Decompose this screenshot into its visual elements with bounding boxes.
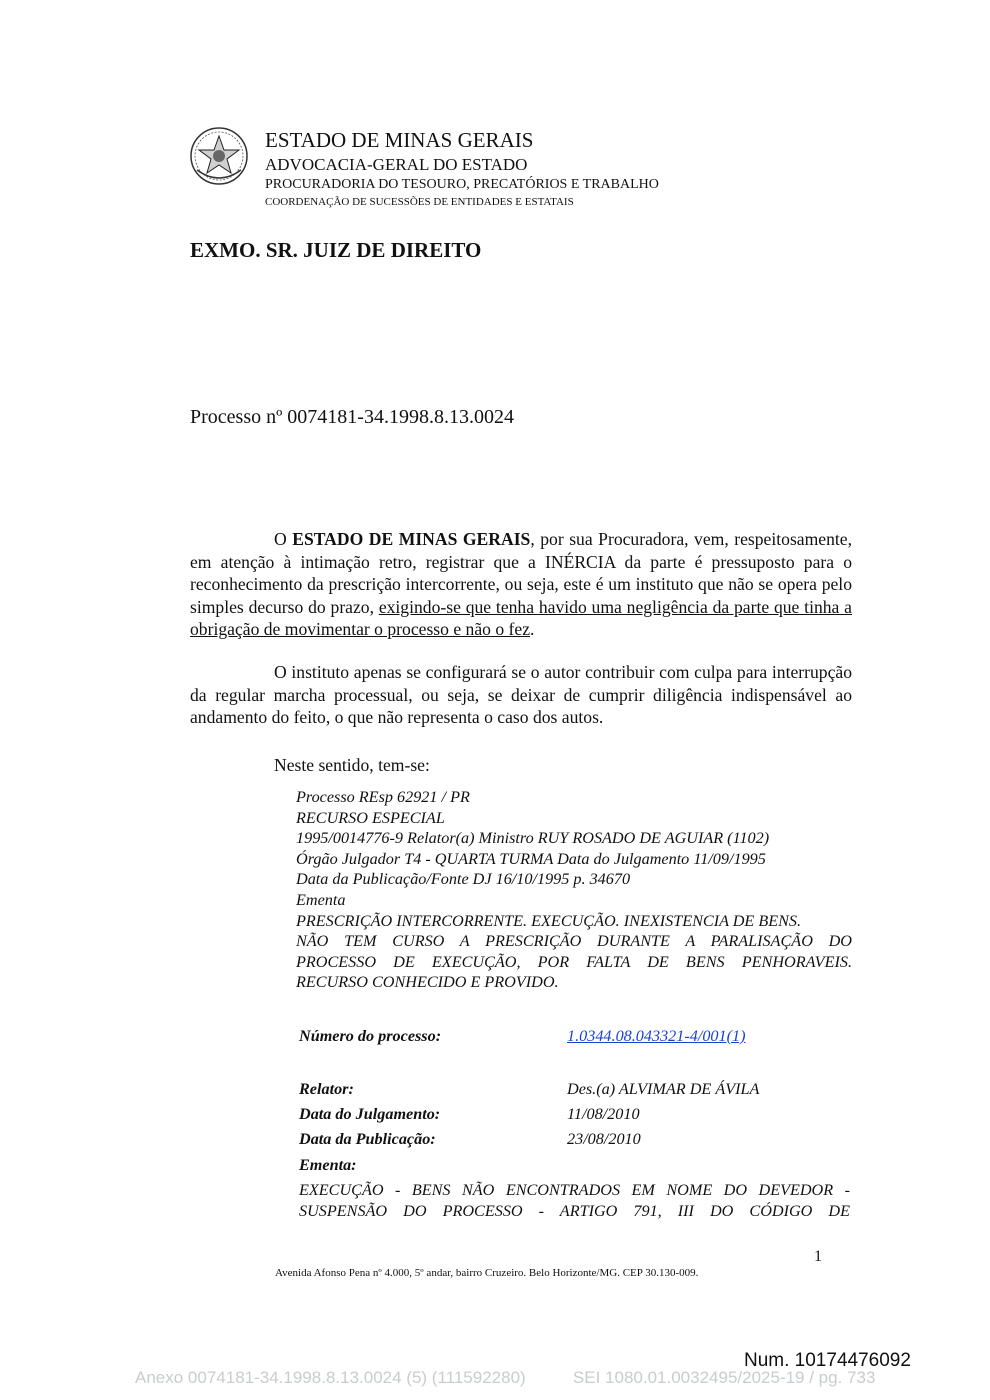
ementa-text bbox=[299, 1180, 850, 1222]
quote-line: PRESCRIÇÃO INTERCORRENTE. EXECUÇÃO. INEXISTENCIA DE BENS. bbox=[296, 911, 802, 930]
header-coordination: COORDENAÇÃO DE SUCESSÕES DE ENTIDADES E ESTATAIS bbox=[265, 196, 574, 208]
p1-underlined: exigindo-se que tenha havido uma negligência da parte que tinha a obrigação de movimentar o processo e não o fez bbox=[190, 596, 852, 639]
case-number-label: Número do processo: bbox=[299, 1027, 442, 1045]
ementa-line: EXECUÇÃO - BENS NÃO ENCONTRADOS EM NOME DO DEVEDOR - bbox=[299, 1181, 850, 1199]
document-stamp: Num. 10174476092 bbox=[744, 1350, 911, 1371]
p1-mid: , por sua Procuradora, vem, respeitosamente, em atenção à intimação retro, registrar que a INÉRCIA da parte é pressuposto para o reconhecimento da prescrição intercorrente, ou seja, este é um instituto que não se opera pelo simples decurso do prazo, bbox=[190, 529, 852, 617]
case-number-link[interactable]: 1.0344.08.043321-4/001(1) bbox=[567, 1027, 746, 1045]
annex-watermark: Anexo 0074181-34.1998.8.13.0024 (5) (111592280) SEI 1080.01.0032495/2025-19 / pg. 733 bbox=[135, 1368, 876, 1387]
process-number: Processo nº 0074181-34.1998.8.13.0024 bbox=[190, 406, 514, 428]
p2-text: O instituto apenas se configurará se o autor contribuir com culpa para interrupção da regular marcha processual, ou seja, se deixar de cumprir diligência indispensável ao andamento do feito, o que não representa o caso dos autos. bbox=[190, 662, 852, 727]
header-department: PROCURADORIA DO TESOURO, PRECATÓRIOS E TRABALHO bbox=[265, 177, 659, 192]
transition-line: Neste sentido, tem-se: bbox=[274, 755, 430, 775]
quote-line: NÃO TEM CURSO A PRESCRIÇÃO DURANTE A PARALISAÇÃO DO bbox=[296, 932, 852, 951]
paragraph-2 bbox=[190, 661, 852, 729]
quote-line: RECURSO ESPECIAL bbox=[296, 808, 445, 827]
p1-bold: ESTADO DE MINAS GERAIS bbox=[292, 529, 531, 549]
judgment-date-value: 11/08/2010 bbox=[567, 1105, 640, 1123]
judgment-date-label: Data do Julgamento: bbox=[299, 1105, 441, 1123]
quote-line: Órgão Julgador T4 - QUARTA TURMA Data do Julgamento 11/09/1995 bbox=[296, 849, 766, 868]
quote-line: 1995/0014776-9 Relator(a) Ministro RUY ROSADO DE AGUIAR (1102) bbox=[296, 829, 770, 848]
addressee: EXMO. SR. JUIZ DE DIREITO bbox=[190, 238, 482, 262]
quote-line: Data da Publicação/Fonte DJ 16/10/1995 p. 34670 bbox=[296, 870, 631, 889]
state-seal-icon bbox=[189, 126, 249, 186]
paragraph-1 bbox=[190, 528, 852, 641]
footer-address: Avenida Afonso Pena nº 4.000, 5º andar, bairro Cruzeiro. Belo Horizonte/MG. CEP 30.130-009. bbox=[275, 1267, 699, 1279]
p1-pre: O bbox=[274, 529, 293, 549]
ementa-line: SUSPENSÃO DO PROCESSO - ARTIGO 791, III DO CÓDIGO DE bbox=[299, 1202, 850, 1220]
ementa-label: Ementa: bbox=[299, 1156, 357, 1174]
publication-date-value: 23/08/2010 bbox=[567, 1130, 641, 1148]
publication-date-label: Data da Publicação: bbox=[299, 1130, 436, 1148]
jurisprudence-quote bbox=[296, 787, 852, 993]
header-state: ESTADO DE MINAS GERAIS bbox=[265, 128, 534, 152]
quote-line: Ementa bbox=[296, 890, 346, 909]
page-number: 1 bbox=[814, 1248, 822, 1265]
quote-line: Processo REsp 62921 / PR bbox=[296, 788, 470, 806]
relator-label: Relator: bbox=[299, 1080, 354, 1098]
relator-value: Des.(a) ALVIMAR DE ÁVILA bbox=[567, 1080, 760, 1098]
quote-line: RECURSO CONHECIDO E PROVIDO. bbox=[296, 973, 559, 992]
p1-end: . bbox=[530, 619, 535, 639]
header-agency: ADVOCACIA-GERAL DO ESTADO bbox=[265, 155, 528, 174]
quote-line: PROCESSO DE EXECUÇÃO, POR FALTA DE BENS PENHORAVEIS. bbox=[296, 952, 852, 971]
